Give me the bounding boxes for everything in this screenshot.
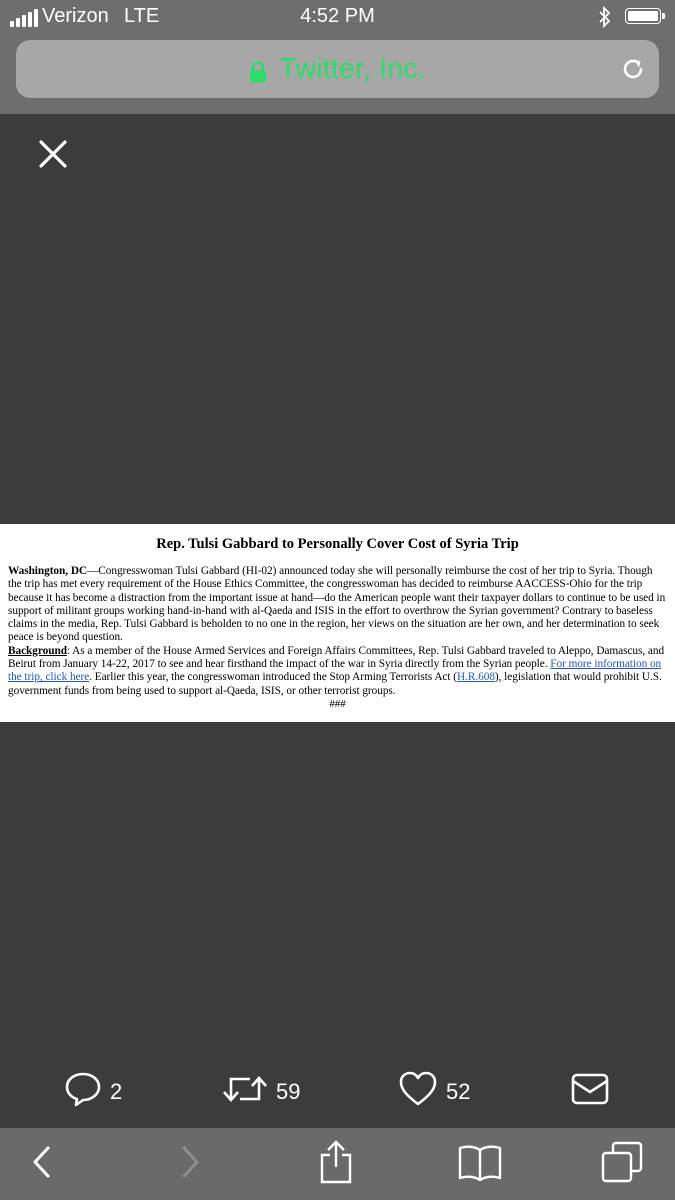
reload-icon[interactable] (619, 55, 647, 88)
direct-message-button[interactable] (570, 1062, 610, 1122)
bill-link[interactable]: H.R.608 (456, 671, 495, 684)
press-release-title: Rep. Tulsi Gabbard to Personally Cover Cost of Syria Trip (156, 536, 519, 552)
background-label: Background (8, 644, 67, 657)
paragraph-text: ), legislation that would prohibit U.S. government funds from being used to support al-Qaeda, ISIS, or other terrorist groups. (8, 671, 662, 697)
address-bar[interactable] (16, 40, 659, 98)
back-button[interactable] (2, 1128, 82, 1200)
browser-header (0, 34, 675, 114)
bookmarks-button[interactable] (440, 1128, 520, 1200)
forward-icon (179, 1145, 201, 1184)
paragraph-text: : As a member of the House Armed Services and Foreign Affairs Committees, Rep. Tulsi Gabbard traveled to Aleppo, Damascus, and Beirut from January 14-22, 2017 to see and hear firsthand the impact of the war in Syria directly from the Syrian people. (8, 644, 665, 671)
bluetooth-icon (598, 6, 612, 34)
tabs-icon (600, 1140, 644, 1189)
paragraph (8, 645, 667, 698)
end-mark: ### (329, 697, 346, 710)
close-icon[interactable] (38, 139, 68, 174)
paragraph (8, 565, 667, 645)
forward-button[interactable] (150, 1128, 230, 1200)
tweet-actions (0, 1062, 675, 1122)
like-icon (398, 1070, 438, 1114)
dateline: Washington, DC (8, 565, 88, 577)
network-type: LTE (124, 5, 160, 27)
trip-info-link[interactable]: For more information on the trip, click here (8, 658, 662, 684)
site-name: Twitter, Inc. (279, 52, 426, 85)
lock-icon (249, 58, 267, 80)
tweet-image[interactable] (0, 524, 675, 722)
retweet-icon (222, 1070, 268, 1114)
paragraph-text: —Congresswoman Tulsi Gabbard (HI-02) announced today she will personally reimburse the cost of her trip to Syria. Though the trip has met every requirement of the House Ethics Committee, the congresswoman has decided to reimburse AACCESS-Ohio for the trip because it has become a distraction from the important issue at hand—do the American people want their taxpayer dollars to continue to be used in support of militant groups working hand-in-hand with al-Qaeda and ISIS in the effort to overthrow the Syrian government? Contrary to baseless claims in the media, Rep. Tulsi Gabbard is beholden to no one in the region, her views on the situation are her own, and her determination to seek peace is beyond question. (8, 565, 666, 644)
share-icon (318, 1139, 354, 1190)
retweet-count: 59 (276, 1079, 301, 1104)
carrier-name: Verizon (42, 5, 109, 27)
bookmarks-icon (457, 1142, 503, 1187)
reply-button[interactable] (64, 1062, 122, 1122)
press-release-body (8, 565, 667, 711)
retweet-button[interactable] (222, 1062, 300, 1122)
share-button[interactable] (296, 1128, 376, 1200)
battery-icon (625, 8, 661, 24)
message-icon (570, 1072, 610, 1112)
status-bar (0, 0, 675, 34)
back-icon (31, 1145, 53, 1184)
browser-toolbar (0, 1128, 675, 1200)
paragraph-text: . Earlier this year, the congresswoman introduced the Stop Arming Terrorists Act ( (89, 671, 457, 684)
clock: 4:52 PM (300, 5, 375, 27)
like-count: 52 (446, 1079, 471, 1104)
reply-count: 2 (110, 1079, 123, 1104)
reply-icon (64, 1070, 102, 1114)
tabs-button[interactable] (582, 1128, 662, 1200)
like-button[interactable] (398, 1062, 470, 1122)
